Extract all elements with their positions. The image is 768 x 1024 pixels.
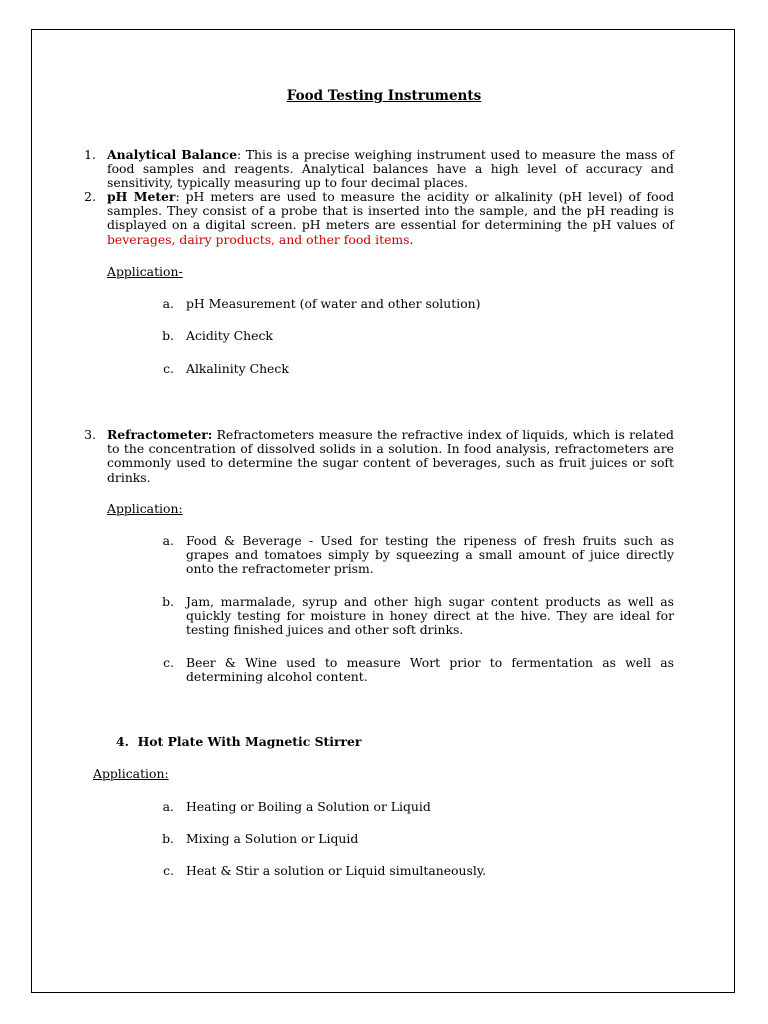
sub-letter-4c: c. xyxy=(163,863,174,878)
sub-letter-2c: c. xyxy=(163,361,174,376)
sub-letter-4a: a. xyxy=(162,799,174,814)
item-analytical-balance xyxy=(107,148,674,191)
sub-item-3c: Beer & Wine used to measure Wort prior to fermentation as well as determining alcohol content. xyxy=(186,655,674,685)
sub-letter-3a: a. xyxy=(162,533,174,548)
sub-item-4a: Heating or Boiling a Solution or Liquid xyxy=(186,799,431,814)
sub-item-4c: Heat & Stir a solution or Liquid simultaneously. xyxy=(186,863,487,878)
item-term-4: Hot Plate With Magnetic Stirrer xyxy=(137,734,362,749)
item-number-3: 3. xyxy=(84,427,96,442)
sub-letter-4b: b. xyxy=(162,831,174,846)
sub-letter-3c: c. xyxy=(163,655,174,670)
item-highlight-2: beverages, dairy products, and other food items xyxy=(107,231,410,247)
sub-item-4b: Mixing a Solution or Liquid xyxy=(186,831,359,846)
sub-item-2a: pH Measurement (of water and other solution) xyxy=(186,296,481,311)
sub-item-2b: Acidity Check xyxy=(186,328,273,343)
item-text-3: Refractometers measure the refractive index of liquids, which is related to the concentration of dissolved solids in a solution. In food analysis, refractometers are commonly used to determine the sugar content of beverages, such as fruit juices or soft drinks. xyxy=(107,427,674,485)
item-number-2: 2. xyxy=(84,189,96,204)
item-text-1: : This is a precise weighing instrument used to measure the mass of food samples and reagents. Analytical balances have a high level of accuracy and sensitivity, typically measuring up to four decimal places. xyxy=(107,147,674,191)
sub-item-3b: Jam, marmalade, syrup and other high sugar content products as well as quickly testing for moisture in honey direct at the hive. They are ideal for testing finished juices and other soft drinks. xyxy=(186,594,674,638)
item-number-4: 4. xyxy=(116,734,129,749)
item-hot-plate xyxy=(116,735,361,749)
item-term-2: pH Meter xyxy=(107,189,176,204)
application-label-2: Application- xyxy=(107,264,183,279)
application-label-3: Application: xyxy=(107,501,183,516)
item-text-end-2: . xyxy=(409,231,414,247)
item-text-2: : pH meters are used to measure the acidity or alkalinity (pH level) of food samples. They consist of a probe that is inserted into the sample, and the pH reading is displayed on a digital screen. pH meters are essential for determining the pH values of xyxy=(107,189,674,233)
item-term-1: Analytical Balance xyxy=(107,147,237,162)
item-ph-meter xyxy=(107,190,674,247)
sub-item-3a: Food & Beverage - Used for testing the ripeness of fresh fruits such as grapes and tomatoes simply by squeezing a small amount of juice directly onto the refractometer prism. xyxy=(186,533,674,577)
item-term-3: Refractometer: xyxy=(107,427,213,442)
item-refractometer xyxy=(107,428,674,485)
item-number-1: 1. xyxy=(84,147,96,162)
page-title: Food Testing Instruments xyxy=(286,88,482,104)
sub-letter-2a: a. xyxy=(162,296,174,311)
sub-letter-2b: b. xyxy=(162,328,174,343)
application-label-4: Application: xyxy=(93,766,169,781)
sub-letter-3b: b. xyxy=(162,594,174,609)
sub-item-2c: Alkalinity Check xyxy=(186,361,289,376)
